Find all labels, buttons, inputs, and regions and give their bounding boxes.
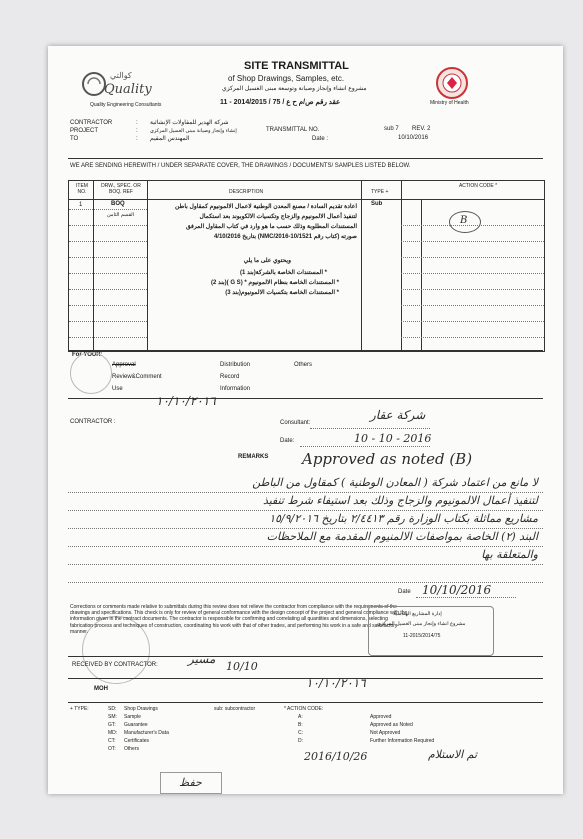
contents-item: * المستندات الخاصة بالشركة(بند 1) [240,270,327,276]
description-line: المستندات المطلوبة وذلك حسب ما هو وارد في كتاب المقاول المرفق [185,224,357,230]
action-code-value: B [460,215,468,226]
moh-label: MOH [94,686,108,692]
option-use: Use [112,386,123,392]
action-code: D: [298,738,303,744]
type-name: Sample [124,714,141,720]
col-header-action: ACTION CODE * [458,183,498,189]
consultant-date-label: Date: [280,438,295,444]
to-label: TO [70,136,79,142]
option-information: Information [220,386,251,392]
contents-item: * المستندات الخاصة بتكسيات الالمونيوم(بند 3) [225,290,339,296]
document-subtitle: of Shop Drawings, Samples, etc. [228,74,345,83]
boq-ref: BOQ [111,201,125,207]
action-code: C: [298,730,303,736]
received-signature: مسير [188,652,216,666]
remarks-line: مشاريع مماثلة بكتاب الوزارة رقم ٢/٤٤١٣ بتاريخ ١٥/٩/٢٠١٦ [269,512,538,525]
remarks-approval: Approved as noted (B) [302,450,473,468]
action-name: Further Information Required [370,738,435,744]
stamp-line: إدارة المشاريع الهندسية [393,611,442,617]
consultant-name: شركة عقار [370,408,426,422]
consultant-label: Consultant: [280,420,311,426]
remarks-line: والمتعلقة بها [481,548,538,561]
item-number: 1 [79,202,83,208]
option-others: Others [294,362,313,368]
document-title: SITE TRANSMITTAL [244,60,349,72]
sub-number: sub 7 [384,126,399,132]
faded-stamp [70,352,112,394]
col-header-ref: DRW., SPEC. OR BOQ. REF [101,183,141,195]
project-label: PROJECT [70,128,99,134]
type-code: OT: [108,746,116,752]
received-date: 10/10 [226,660,258,673]
colon: : [136,128,138,134]
contents-item: * المستندات الخاصة بنظام الالمونيوم * (G S )(بند 2) [211,280,339,286]
quality-logo-caption: Quality Engineering Consultants [90,102,162,108]
action-name: Approved as Noted [370,722,413,728]
type-name: Shop Drawings [124,706,158,712]
colon: : [136,120,138,126]
col-header-type: TYPE + [371,189,389,195]
stamp-number: 11-2015/2014/75 [403,633,441,639]
remarks-line: البند (٢) الخاصة بمواصفات الالمنيوم المقدمة مع الملاحظات [266,530,538,543]
corrections-notice: Corrections or comments made relative to submittals during this review does not relieve the contractor from compliance with the requirements of the drawings and specifications. This check is only for review of general conformance with the design concept of the project and general compliance with the information given in the contract documents. The contractor is responsible for confirming and correlating all quantities and dimensions, selecting fabrication process and techniques of construction, coordinating his work with that of other trades, and performing his work in a safe and satisfactory manner. [70,604,408,635]
type-name: Guarantee [124,722,148,728]
description-line: لتنفيذ أعمال الالمونيوم والزجاج وتكسيات الالكوبوند بعد استكمال [199,214,357,220]
contractor-label: CONTRACTOR [70,120,113,126]
revision: REV. 2 [412,126,431,132]
type-name: Manufacturer's Data [124,730,169,736]
type-name: Others [124,746,140,752]
project-arabic-title: مشروع انشاء وإنجاز وصيانة وتوسعة مبنى الغسيل المركزي [222,86,367,92]
action-code: B: [298,722,303,728]
type-code: GT: [108,722,116,728]
for-your-label: For YOUR: [72,352,103,358]
contractor-sign-label: CONTRACTOR : [70,419,116,425]
col-header-item: ITEM NO. [76,183,88,195]
legend-hand-date: 2016/10/26 [304,750,368,763]
type-code: SM: [108,714,117,720]
remarks-line: لا مانع من اعتماد شركة ( المعادن الوطنية ) كمقاول من الباطن [252,476,538,489]
consultant-date: 10 - 10 - 2016 [354,432,432,445]
contractor-signature: ١٠/١٠/٢٠١٦ [156,394,216,408]
type-code: CT: [108,738,116,744]
remarks-date-label: Date [398,589,411,595]
sub-legend: sub: subcontractor [214,706,256,712]
type-legend-label: + TYPE: [70,706,89,712]
remarks-line: لتنفيذ أعمال الالمونيوم والزجاج وذلك بعد استيفاء شرط تنفيذ [262,494,538,507]
date-label: Date : [312,136,329,142]
description-line: صورته (كتاب رقم NMC/2016-10/1521) بتاريخ 4/10/2016 [213,234,357,240]
moh-logo-caption: Ministry of Health [430,100,469,106]
description-line: اعادة تقديم السادة / مصنع المعدن الوطنية لاعمال الالمونيوم كمقاول باطن [174,204,357,210]
transmittal-date: 10/10/2016 [398,135,429,141]
remarks-date: 10/10/2016 [422,583,492,597]
stamp-line: مشروع انشاء وإنجاز مبنى الغسيل المركزي [377,621,466,627]
items-table [68,180,545,352]
legend-hand-note: تم الاستلام [428,748,478,761]
transmittal-document [48,46,563,794]
action-name: Approved [370,714,392,720]
contents-title: ويحتوي على ما يلي [243,258,291,264]
moh-signature: ١٠/١٠/٢٠١٦ [306,676,366,690]
col-header-description: DESCRIPTION [229,189,264,195]
contract-number: عقد رقم ص/م ح ع / 75 / 2014/2015 - 11 [220,99,341,106]
sending-statement: WE ARE SENDING HEREWITH / UNDER SEPARATE COVER, THE DRAWINGS / DOCUMENTS/ SAMPLES LISTED BELOW. [70,163,411,169]
contractor-value: شركة الهدير للمقاولات الإنشائية [150,120,229,126]
option-approval: Approval [112,362,136,368]
received-label: RECEIVED BY CONTRACTOR: [72,662,158,668]
transmittal-no-label: TRANSMITTAL NO. [266,127,320,133]
type-code: SD: [108,706,117,712]
type-code: MD: [108,730,118,736]
action-code-circle [449,211,481,233]
svg-text:كوالتي: كوالتي [110,71,132,80]
remarks-label: REMARKS [238,454,269,460]
option-record: Record [220,374,240,380]
option-distribution: Distribution [220,362,251,368]
option-review-comment: Review&Comment [112,374,162,380]
moh-logo [430,66,474,106]
approval-stamp [368,606,494,656]
action-legend-label: * ACTION CODE: [284,706,324,712]
filing-note: حفظ [179,776,202,789]
action-name: Not Approved [370,730,401,736]
boq-section: القسم الثامن [107,212,135,218]
filing-note-box [160,772,222,794]
quality-logo [80,66,166,112]
action-code: A: [298,714,303,720]
type-name: Certificates [124,738,150,744]
project-value: إنشاء وإنجاز وصيانة مبنى الغسيل المركزي [150,128,237,134]
item-type: Sub [371,201,383,207]
to-value: المهندس المقيم [150,136,190,142]
colon: : [136,136,138,142]
svg-text:Quality: Quality [104,82,152,97]
